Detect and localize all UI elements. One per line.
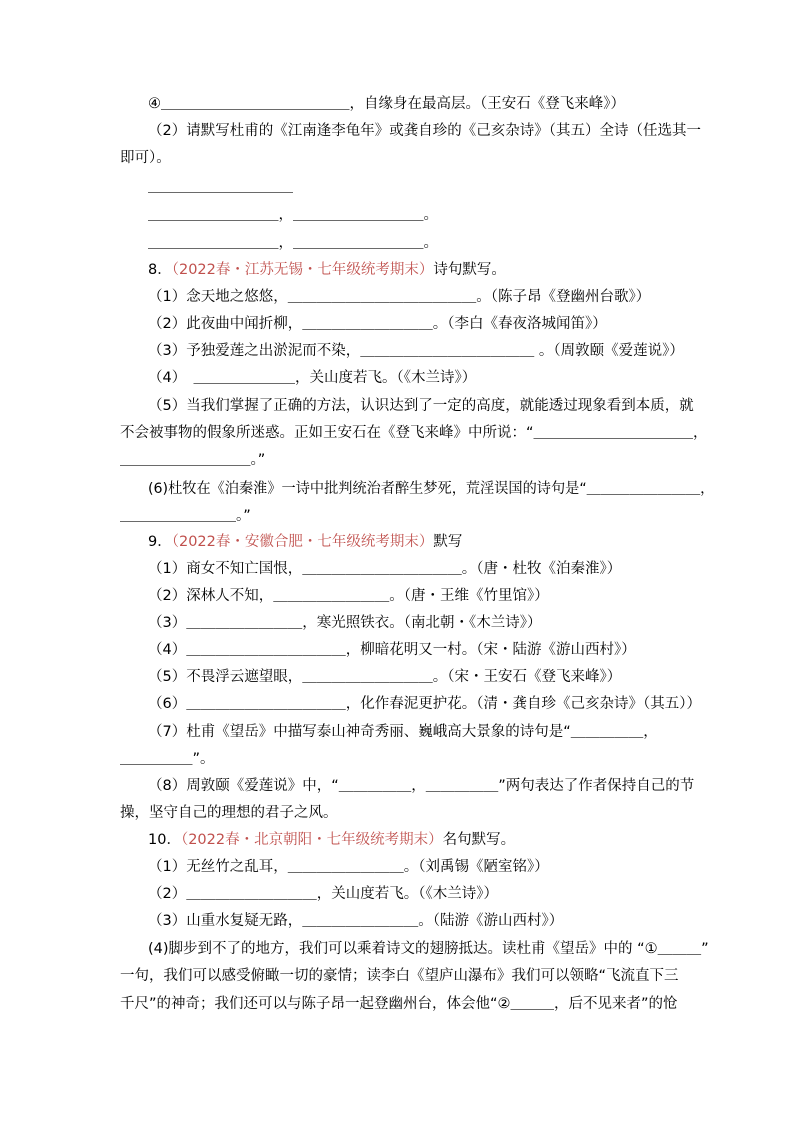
text-line: （6）＿＿＿＿＿＿＿＿＿＿＿，化作春泥更护花。（清・龚自珍《己亥杂诗》（其五）） [148,696,701,712]
text-line: 不会被事物的假象所迷惑。正如王安石在《登飞来峰》中所说：“＿＿＿＿＿＿＿＿＿＿＿， [120,425,708,441]
text-line: （2）请默写杜甫的《江南逢李龟年》或龚自珍的《己亥杂诗》（其五）全诗（任选其一 [148,123,701,139]
question-heading-9 [148,532,708,552]
text-line: （1）念天地之悠悠，＿＿＿＿＿＿＿＿＿＿＿＿＿。（陈子昂《登幽州台歌》） [148,289,651,305]
text-line: （5）不畏浮云遮望眼，＿＿＿＿＿＿＿＿＿。（宋・王安石《登飞来峰》） [148,669,622,685]
question-number: 9． [148,534,172,550]
text-line: （4）＿＿＿＿＿＿＿＿＿＿＿，柳暗花明又一村。（宋・陆游《游山西村》） [148,642,636,658]
text-line: （2）＿＿＿＿＿＿＿＿＿，关山度若飞。（《木兰诗》） [148,886,498,902]
question-number: 10． [148,832,181,848]
text-line: （8）周敦颐《爱莲说》中，“＿＿＿＿＿，＿＿＿＿＿”两句表达了作者保持自己的节 [148,778,695,794]
text-line: （3）山重水复疑无路，＿＿＿＿＿＿＿＿。（陆游《游山西村》） [148,913,564,929]
text-line: 即可）。 [120,150,171,166]
question-source: （2022春・安徽合肥・七年级统考期末） [171,534,434,550]
text-line: （1）无丝竹之乱耳，＿＿＿＿＿＿＿＿。（刘禹锡《陋室铭》） [148,859,549,875]
text-line: 千尺”的神奇；我们还可以与陈子昂一起登幽州台，体会他“②＿＿＿，后不见来者”的怆 [120,996,678,1012]
text-line: （2）此夜曲中闻折柳，＿＿＿＿＿＿＿＿＿。（李白《春夜洛城闻笛》） [148,316,607,332]
question-number: 8． [148,262,172,278]
question-source: （2022春・江苏无锡・七年级统考期末） [171,262,434,278]
text-line: （3）＿＿＿＿＿＿＿＿，寒光照铁衣。（南北朝・《木兰诗》） [148,615,542,631]
text-line: （3）予独爱莲之出淤泥而不染，＿＿＿＿＿＿＿＿＿＿＿＿ 。（周敦颐《爱莲说》） [148,343,684,359]
text-line: ＿＿＿＿＿＿＿＿＿。” [120,452,266,468]
text-line: 操，坚守自己的理想的君子之风。 [120,805,338,821]
answer-blank-line: ＿＿＿＿＿＿＿＿＿，＿＿＿＿＿＿＿＿＿。 [148,207,438,223]
answer-blank-line: ＿＿＿＿＿＿＿＿＿＿ [148,179,293,195]
text-line: (6)杜牧在《泊秦淮》一诗中批判统治者醉生梦死，荒淫误国的诗句是“＿＿＿＿＿＿＿＿， [148,481,715,497]
text-line: （1）商女不知亡国恨，＿＿＿＿＿＿＿＿＿＿＿。（唐・杜牧《泊秦淮》） [148,561,622,577]
text-line: （5）当我们掌握了正确的方法，认识达到了一定的高度，就能透过现象看到本质，就 [148,398,694,414]
text-line: ＿＿＿＿＿＿＿＿。” [120,508,251,524]
question-task: 诗句默写。 [433,262,506,278]
question-heading-8 [148,260,708,280]
text-line: ④＿＿＿＿＿＿＿＿＿＿＿＿＿，自缘身在最高层。（王安石《登飞来峰》） [148,96,625,112]
question-heading-10 [148,830,708,850]
answer-blank-line: ＿＿＿＿＿＿＿＿＿，＿＿＿＿＿＿＿＿＿。 [148,235,438,251]
text-line: (4)脚步到不了的地方，我们可以乘着诗文的翅膀抵达。读杜甫《望岳》中的 “①＿＿＿” [148,941,709,957]
text-line: 一句，我们可以感受俯瞰一切的豪情；读李白《望庐山瀑布》我们可以领略“飞流直下三 [120,968,679,984]
text-line: （4） ＿＿＿＿＿＿＿，关山度若飞。（《木兰诗》） [148,370,477,386]
question-source: （2022春・北京朝阳・七年级统考期末） [180,832,443,848]
text-line: ＿＿＿＿＿”。 [120,751,215,767]
text-line: （2）深林人不知，＿＿＿＿＿＿＿＿。（唐・王维《竹里馆》） [148,588,549,604]
question-task: 默写 [433,534,463,550]
question-task: 名句默写。 [442,832,516,848]
text-line: （7）杜甫《望岳》中描写泰山神奇秀丽、巍峨高大景象的诗句是“＿＿＿＿＿， [148,724,658,740]
